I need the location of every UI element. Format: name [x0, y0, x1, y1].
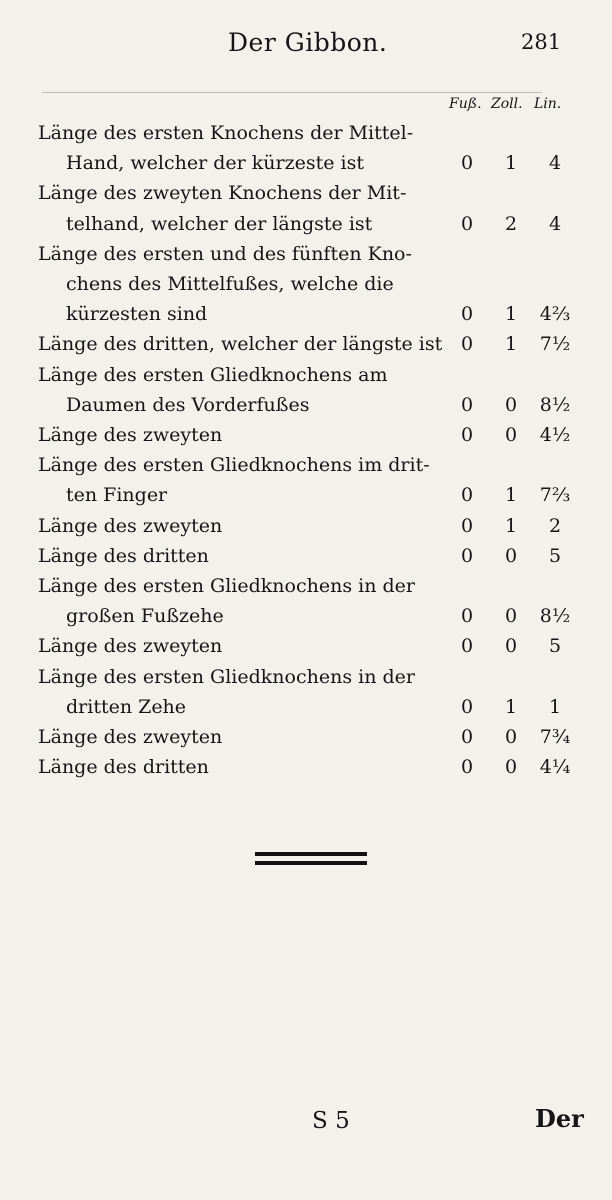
row-description: Daumen des Vorderfußes — [66, 393, 310, 416]
value-linie: 4 — [548, 212, 562, 235]
value-fuss: 0 — [460, 514, 474, 537]
value-zoll: 2 — [504, 212, 518, 235]
value-linie: 5 — [548, 544, 562, 567]
row-description: Länge des ersten Knochens der Mittel- — [38, 122, 414, 144]
value-fuss: 0 — [460, 333, 474, 356]
row-line — [0, 420, 612, 450]
value-linie: 7¾ — [539, 726, 571, 748]
end-rule-bar — [255, 852, 367, 856]
row-line — [0, 662, 612, 692]
running-head — [0, 22, 612, 62]
row-line — [0, 209, 612, 239]
row-line — [0, 390, 612, 420]
catchword: Der — [535, 1104, 584, 1133]
row-description: ten Finger — [66, 484, 168, 507]
row-description: telhand, welcher der längste ist — [66, 212, 373, 235]
value-zoll: 1 — [504, 484, 518, 507]
value-linie: 2 — [548, 514, 562, 537]
value-fuss: 0 — [460, 212, 474, 235]
row-line — [0, 450, 612, 480]
end-rule-bar — [255, 861, 367, 865]
value-fuss: 0 — [460, 152, 474, 175]
value-fuss: 0 — [460, 605, 474, 628]
row-description: Länge des dritten — [38, 756, 209, 779]
page-title: Der Gibbon. — [228, 28, 388, 57]
row-line — [0, 601, 612, 631]
row-description: Länge des zweyten — [38, 635, 223, 658]
value-linie: 4⅔ — [539, 303, 571, 326]
value-linie: 4 — [548, 152, 562, 175]
value-fuss: 0 — [460, 484, 474, 507]
row-description: Länge des zweyten — [38, 514, 223, 537]
value-linie: 4¼ — [539, 756, 571, 779]
value-linie: 8½ — [539, 393, 571, 416]
row-description: Länge des zweyten — [38, 726, 223, 748]
row-line — [0, 239, 612, 269]
row-line — [0, 329, 612, 359]
row-description: Länge des ersten Gliedknochens am — [38, 363, 388, 386]
value-linie: 5 — [548, 635, 562, 658]
value-zoll: 0 — [504, 605, 518, 628]
value-zoll: 0 — [504, 544, 518, 567]
value-linie: 7½ — [539, 333, 571, 356]
value-zoll: 1 — [504, 152, 518, 175]
column-header-fuss: Fuß. — [449, 96, 482, 112]
value-fuss: 0 — [460, 544, 474, 567]
row-line — [0, 178, 612, 208]
row-line — [0, 360, 612, 390]
row-description: Länge des zweyten — [38, 424, 223, 446]
row-description: Länge des ersten Gliedknochens in der — [38, 575, 415, 597]
value-fuss: 0 — [460, 303, 474, 326]
row-description: kürzesten sind — [66, 303, 208, 326]
header-rule — [42, 92, 542, 93]
value-zoll: 1 — [504, 333, 518, 356]
page-number: 281 — [521, 30, 562, 54]
value-zoll: 1 — [504, 303, 518, 326]
value-fuss: 0 — [460, 726, 474, 748]
row-line — [0, 752, 612, 782]
value-zoll: 0 — [504, 635, 518, 658]
value-fuss: 0 — [460, 424, 474, 446]
row-line — [0, 571, 612, 601]
row-description: Länge des dritten — [38, 544, 209, 567]
value-fuss: 0 — [460, 393, 474, 416]
value-fuss: 0 — [460, 635, 474, 658]
row-description: Länge des ersten Gliedknochens in der — [38, 665, 415, 688]
value-zoll: 0 — [504, 424, 518, 446]
row-description: Länge des ersten und des fünften Kno- — [38, 242, 412, 265]
value-linie: 8½ — [539, 605, 571, 628]
column-header-linie: Lin. — [534, 96, 562, 112]
row-line — [0, 692, 612, 722]
value-linie: 1 — [548, 695, 562, 718]
value-fuss: 0 — [460, 756, 474, 779]
row-description: Hand, welcher der kürzeste ist — [66, 152, 364, 175]
row-description: großen Fußzehe — [66, 605, 224, 628]
row-description: Länge des ersten Gliedknochens im drit- — [38, 454, 430, 477]
row-description: dritten Zehe — [66, 695, 187, 718]
row-line — [0, 299, 612, 329]
end-rule-ornament — [255, 852, 367, 870]
row-line — [0, 118, 612, 148]
value-zoll: 1 — [504, 514, 518, 537]
column-header-zoll: Zoll. — [491, 96, 523, 112]
row-line — [0, 511, 612, 541]
value-linie: 7⅔ — [539, 484, 571, 507]
row-description: Länge des zweyten Knochens der Mit- — [38, 182, 407, 205]
value-zoll: 0 — [504, 393, 518, 416]
value-zoll: 0 — [504, 756, 518, 779]
row-line — [0, 541, 612, 571]
value-fuss: 0 — [460, 695, 474, 718]
value-zoll: 0 — [504, 726, 518, 748]
row-description: chens des Mittelfußes, welche die — [66, 273, 394, 295]
value-linie: 4½ — [539, 424, 571, 446]
value-zoll: 1 — [504, 695, 518, 718]
printer-signature: S 5 — [312, 1108, 350, 1134]
row-line — [0, 631, 612, 661]
row-line — [0, 148, 612, 178]
row-description: Länge des dritten, welcher der längste ist — [38, 333, 443, 356]
row-line — [0, 722, 612, 752]
row-line — [0, 269, 612, 299]
row-line — [0, 480, 612, 510]
